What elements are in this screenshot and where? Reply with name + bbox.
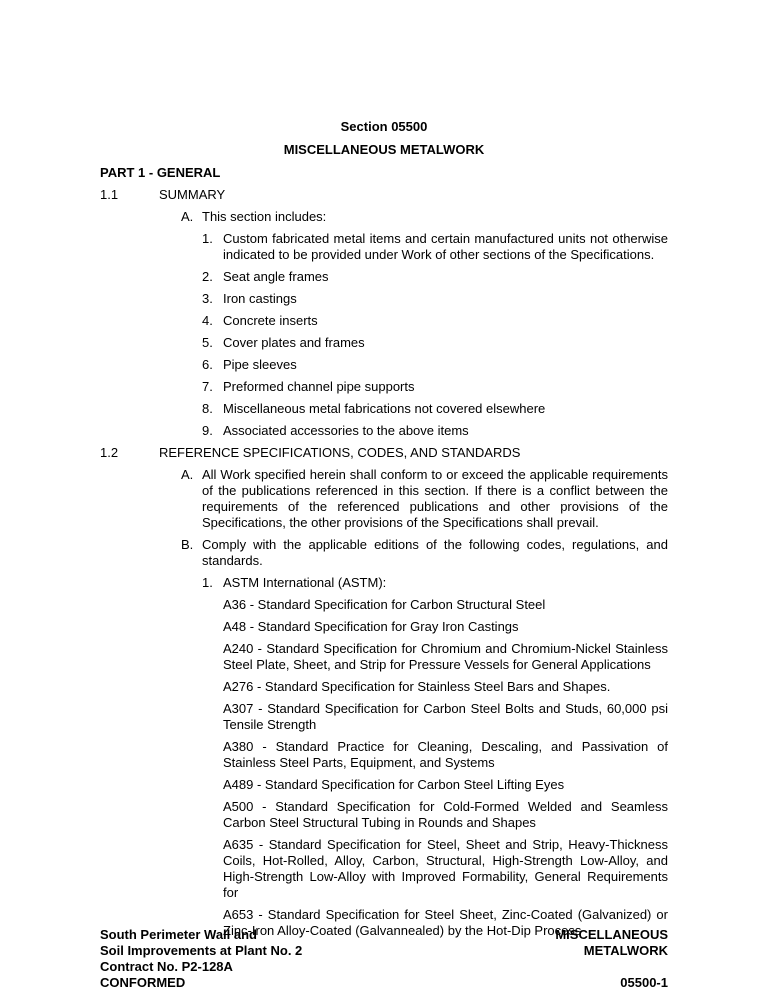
reference-standard: A276 - Standard Specification for Stainless Steel Bars and Shapes. bbox=[223, 679, 611, 694]
reference-standard: A653 - Standard Specification for Steel Sheet, Zinc-Coated (Galvanized) or Zinc-Iron Alloy-Coated (Galvannealed) by the Hot-Dip Process bbox=[223, 907, 668, 938]
article-number: 1.1 bbox=[100, 187, 119, 202]
item-number: 6. bbox=[202, 357, 213, 372]
list-item bbox=[202, 575, 668, 591]
item-text: Cover plates and frames bbox=[223, 335, 365, 350]
item-number: 2. bbox=[202, 269, 213, 284]
item-number: 5. bbox=[202, 335, 213, 350]
footer-section-info bbox=[555, 927, 668, 991]
list-item bbox=[202, 269, 668, 285]
list-item bbox=[202, 423, 668, 439]
item-text: Pipe sleeves bbox=[223, 357, 297, 372]
reference-standard: A489 - Standard Specification for Carbon Steel Lifting Eyes bbox=[223, 777, 565, 792]
paragraph-text: All Work specified herein shall conform to or exceed the applicable requirements of the publications referenced in this section. If there is a conflict between the requirements of the referenced publications and other provisions of the Specifications, the other provisions of the Specifications shall prevail. bbox=[202, 467, 668, 530]
paragraph-label: B. bbox=[181, 537, 194, 552]
footer-line: Contract No. P2-128A bbox=[100, 959, 233, 974]
item-text: Custom fabricated metal items and certain manufactured units not otherwise indicated to be provided under Work of other sections of the Specifications. bbox=[223, 231, 668, 262]
footer-project-info bbox=[100, 927, 302, 991]
footer-line: CONFORMED bbox=[100, 975, 186, 990]
item-number: 9. bbox=[202, 423, 213, 438]
list-item bbox=[202, 335, 668, 351]
paragraph-text: Comply with the applicable editions of the following codes, regulations, and standards. bbox=[202, 537, 668, 568]
article-number: 1.2 bbox=[100, 445, 119, 460]
item-number: 3. bbox=[202, 291, 213, 306]
reference-standard: A240 - Standard Specification for Chromium and Chromium-Nickel Stainless Steel Plate, Sheet, and Strip for Pressure Vessels for General Applications bbox=[223, 641, 668, 672]
paragraph-a bbox=[181, 209, 668, 225]
section-title: MISCELLANEOUS METALWORK bbox=[283, 142, 485, 157]
section-number: Section 05500 bbox=[340, 119, 428, 134]
footer-section-title: METALWORK bbox=[583, 943, 668, 958]
document-body bbox=[0, 119, 768, 945]
list-item bbox=[202, 291, 668, 307]
item-number: 7. bbox=[202, 379, 213, 394]
item-number: 1. bbox=[202, 575, 213, 590]
article-title: REFERENCE SPECIFICATIONS, CODES, AND STANDARDS bbox=[159, 445, 521, 460]
article-title: SUMMARY bbox=[159, 187, 226, 202]
list-item bbox=[202, 313, 668, 329]
part-heading: PART 1 - GENERAL bbox=[100, 165, 221, 180]
item-number: 8. bbox=[202, 401, 213, 416]
paragraph-b bbox=[181, 537, 668, 569]
paragraph-text: This section includes: bbox=[202, 209, 327, 224]
reference-standard: A380 - Standard Practice for Cleaning, Descaling, and Passivation of Stainless Steel Parts, Equipment, and Systems bbox=[223, 739, 668, 770]
item-text: Associated accessories to the above items bbox=[223, 423, 469, 438]
page-number: 05500-1 bbox=[620, 975, 668, 990]
paragraph-a bbox=[181, 467, 668, 531]
paragraph-label: A. bbox=[181, 467, 194, 482]
reference-standard: A500 - Standard Specification for Cold-Formed Welded and Seamless Carbon Steel Structural Tubing in Rounds and Shapes bbox=[223, 799, 668, 830]
list-item bbox=[202, 231, 668, 263]
item-text: Concrete inserts bbox=[223, 313, 318, 328]
item-text: ASTM International (ASTM): bbox=[223, 575, 387, 590]
item-number: 4. bbox=[202, 313, 213, 328]
item-text: Iron castings bbox=[223, 291, 297, 306]
footer-line: Soil Improvements at Plant No. 2 bbox=[100, 943, 303, 958]
article-1-2 bbox=[100, 445, 768, 461]
footer-section-title: MISCELLANEOUS bbox=[555, 927, 668, 942]
reference-standard: A48 - Standard Specification for Gray Iron Castings bbox=[223, 619, 519, 634]
item-text: Seat angle frames bbox=[223, 269, 329, 284]
article-1-1 bbox=[100, 187, 768, 203]
reference-standard: A307 - Standard Specification for Carbon Steel Bolts and Studs, 60,000 psi Tensile Strength bbox=[223, 701, 668, 732]
list-item bbox=[202, 379, 668, 395]
item-number: 1. bbox=[202, 231, 213, 246]
reference-standard: A635 - Standard Specification for Steel, Sheet and Strip, Heavy-Thickness Coils, Hot-Rolled, Alloy, Carbon, Structural, High-Strength Low-Alloy, and High-Strength Low-Alloy with Improved Formability, General Requirements for bbox=[223, 837, 668, 900]
footer-line: South Perimeter Wall and bbox=[100, 927, 257, 942]
list-item bbox=[202, 357, 668, 373]
item-text: Miscellaneous metal fabrications not covered elsewhere bbox=[223, 401, 546, 416]
reference-standard: A36 - Standard Specification for Carbon Structural Steel bbox=[223, 597, 546, 612]
paragraph-label: A. bbox=[181, 209, 194, 224]
footer-spacer bbox=[555, 959, 668, 975]
list-item bbox=[202, 401, 668, 417]
item-text: Preformed channel pipe supports bbox=[223, 379, 415, 394]
